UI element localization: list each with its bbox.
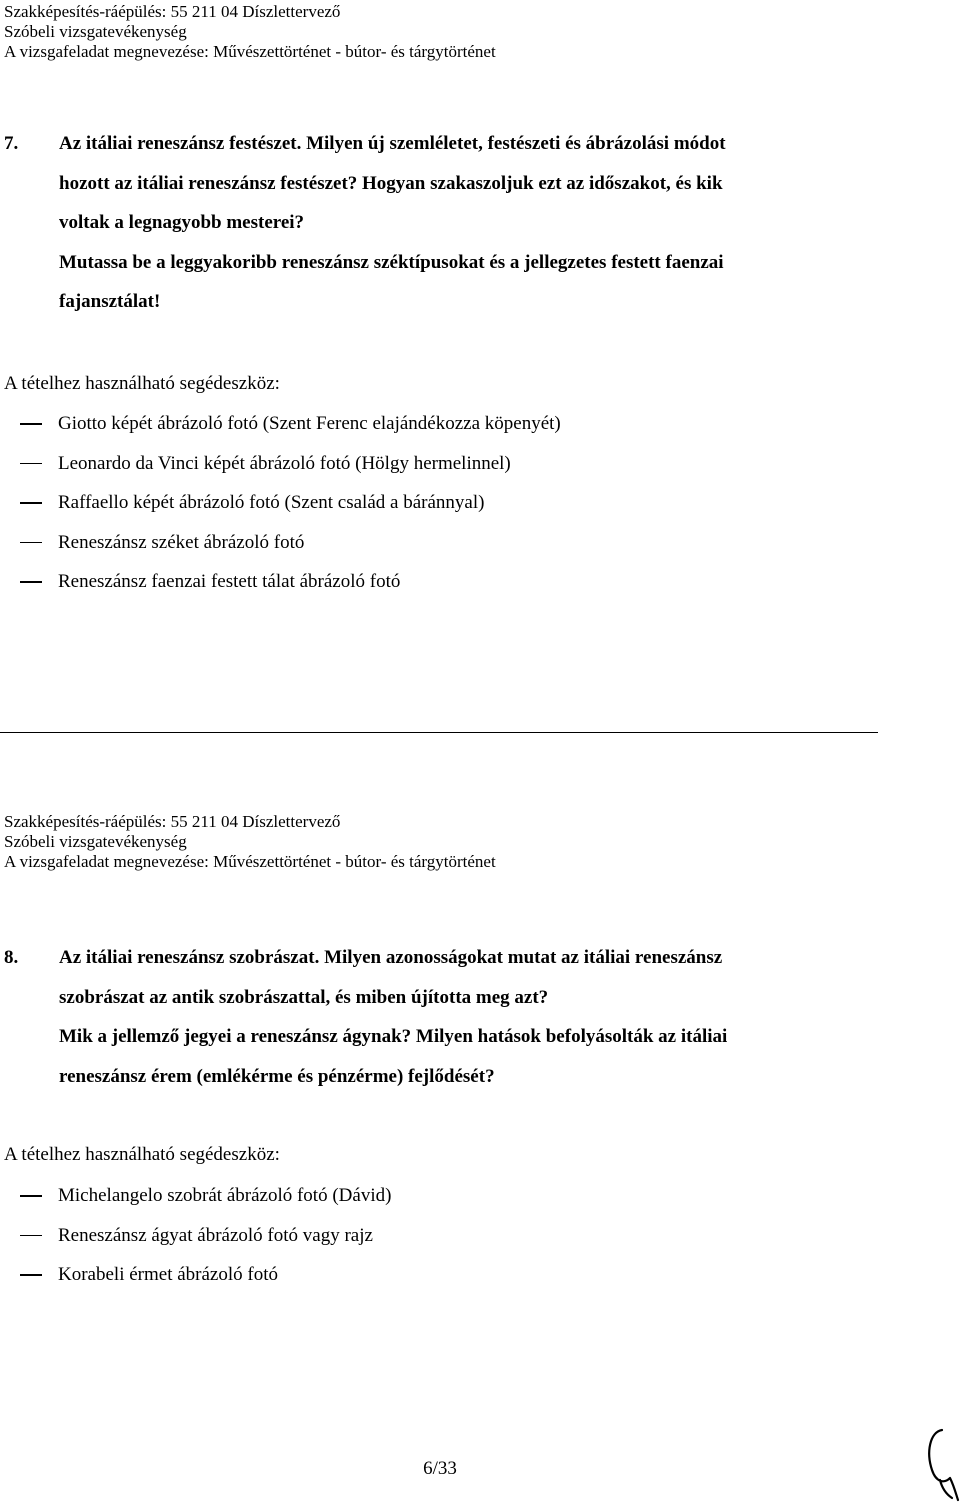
- list-item: [20, 1176, 391, 1216]
- signature-icon: [920, 1422, 960, 1502]
- question-8: [4, 938, 894, 1096]
- list-item-text: Leonardo da Vinci képét ábrázoló fotó (Hölgy hermelinnel): [58, 452, 511, 474]
- list-item: [20, 1216, 391, 1256]
- header-exam-type: Szóbeli vizsgatevékenység: [4, 22, 187, 41]
- page-number: 6/33: [423, 1458, 457, 1479]
- header-task-name: A vizsgafeladat megnevezése: Művészettörténet - bútor- és tárgytörténet: [4, 42, 496, 61]
- question-line: Az itáliai reneszánsz festészet. Milyen új szemléletet, festészeti és ábrázolási módot: [59, 133, 726, 154]
- header-exam-type: Szóbeli vizsgatevékenység: [4, 832, 187, 851]
- list-item-text: Korabeli érmet ábrázoló fotó: [58, 1264, 278, 1285]
- dash-bullet-icon: [20, 542, 42, 544]
- aids-title: A tételhez használható segédeszköz:: [4, 373, 280, 394]
- question-7: [4, 124, 894, 322]
- dash-bullet-icon: [20, 423, 42, 425]
- list-item-text: Giotto képét ábrázoló fotó (Szent Ferenc elajándékozza köpenyét): [58, 413, 561, 434]
- question-line: szobrászat az antik szobrászattal, és miben újította meg azt?: [59, 986, 549, 1008]
- dash-bullet-icon: [20, 502, 42, 504]
- dash-bullet-icon: [20, 1195, 42, 1197]
- list-item: [20, 483, 561, 523]
- page-header: [4, 812, 496, 872]
- header-qualification: Szakképesítés-ráépülés: 55 211 04 Díszlettervező: [4, 812, 341, 831]
- page-divider: [0, 732, 878, 733]
- question-number: 7.: [4, 133, 19, 154]
- question-line: Mutassa be a leggyakoribb reneszánsz széktípusokat és a jellegzetes festett faenzai: [59, 251, 724, 273]
- dash-bullet-icon: [20, 463, 42, 465]
- aids-title: A tételhez használható segédeszköz:: [4, 1144, 280, 1165]
- aids-list: [20, 404, 561, 602]
- list-item-text: Reneszánsz ágyat ábrázoló fotó vagy rajz: [58, 1224, 373, 1246]
- list-item: [20, 523, 561, 563]
- list-item-text: Michelangelo szobrát ábrázoló fotó (Dávid): [58, 1185, 392, 1206]
- list-item: [20, 562, 561, 602]
- dash-bullet-icon: [20, 1235, 42, 1237]
- question-line: Mik a jellemző jegyei a reneszánsz ágynak? Milyen hatások befolyásolták az itáliai: [59, 1026, 728, 1047]
- dash-bullet-icon: [20, 1274, 42, 1276]
- list-item-text: Reneszánsz faenzai festett tálat ábrázoló fotó: [58, 571, 401, 592]
- list-item: [20, 404, 561, 444]
- header-qualification: Szakképesítés-ráépülés: 55 211 04 Díszlettervező: [4, 2, 341, 21]
- dash-bullet-icon: [20, 581, 42, 583]
- question-line: voltak a legnagyobb mesterei?: [59, 212, 305, 233]
- list-item-text: Reneszánsz széket ábrázoló fotó: [58, 531, 305, 553]
- list-item: [20, 444, 561, 484]
- question-line: reneszánsz érem (emlékérme és pénzérme) fejlődését?: [59, 1065, 495, 1087]
- question-line: Az itáliai reneszánsz szobrászat. Milyen azonosságokat mutat az itáliai reneszánsz: [59, 947, 723, 968]
- list-item-text: Raffaello képét ábrázoló fotó (Szent család a báránnyal): [58, 492, 485, 513]
- aids-list: [20, 1176, 391, 1295]
- header-task-name: A vizsgafeladat megnevezése: Művészettörténet - bútor- és tárgytörténet: [4, 852, 496, 871]
- list-item: [20, 1255, 391, 1295]
- question-number: 8.: [4, 947, 19, 968]
- page-header: [4, 2, 496, 62]
- question-line: hozott az itáliai reneszánsz festészet? Hogyan szakaszoljuk ezt az időszakot, és kik: [59, 172, 723, 194]
- question-line: fajansztálat!: [59, 291, 161, 312]
